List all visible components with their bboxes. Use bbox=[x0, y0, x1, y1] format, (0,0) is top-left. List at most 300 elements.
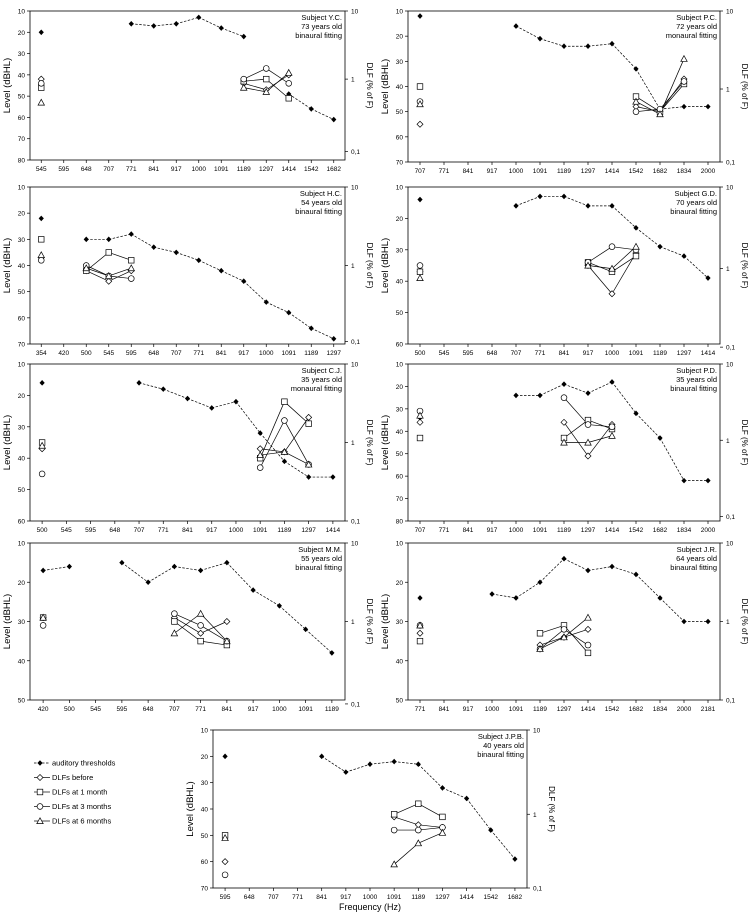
dlf-point-m1 bbox=[128, 257, 134, 263]
dlf-point-m3 bbox=[681, 79, 687, 85]
x-tick-label: 2000 bbox=[700, 527, 716, 534]
y-tick-label: 20 bbox=[17, 579, 25, 587]
threshold-line bbox=[612, 206, 636, 228]
x-tick-label: 1189 bbox=[277, 527, 292, 534]
threshold-point bbox=[367, 761, 372, 767]
x-tick-label: 1414 bbox=[580, 706, 596, 713]
subject-label-line: Subject G.D. bbox=[674, 189, 717, 198]
dlf-line-m6 bbox=[418, 833, 442, 844]
dlf-point-b bbox=[417, 121, 423, 127]
x-tick-label: 648 bbox=[109, 527, 121, 534]
y-tick-label: 40 bbox=[17, 658, 25, 666]
y-axis-title: Level (dBHL) bbox=[2, 237, 13, 294]
dlf-line-m1 bbox=[86, 252, 109, 270]
threshold-line bbox=[176, 252, 199, 260]
threshold-point bbox=[84, 237, 89, 243]
threshold-line bbox=[221, 271, 244, 281]
x-tick-label: 771 bbox=[193, 350, 205, 357]
threshold-line bbox=[154, 247, 177, 252]
y-tick-label: 10 bbox=[395, 540, 403, 548]
y-tick-label: 30 bbox=[200, 780, 208, 788]
panel-7 bbox=[2, 541, 374, 714]
x-tick-label: 545 bbox=[35, 166, 47, 173]
threshold-line bbox=[244, 281, 267, 302]
x-tick-label: 1189 bbox=[236, 166, 251, 173]
x-tick-label: 917 bbox=[238, 350, 250, 357]
dlf-tick-label: 1 bbox=[726, 619, 730, 626]
y-tick-label: 10 bbox=[17, 184, 25, 192]
x-tick-label: 1297 bbox=[301, 527, 316, 534]
x-tick-label: 1189 bbox=[304, 350, 319, 357]
dlf-tick-label: 1 bbox=[533, 811, 537, 819]
y-tick-label: 50 bbox=[17, 487, 25, 495]
threshold-point bbox=[537, 393, 542, 399]
threshold-point bbox=[309, 326, 314, 332]
dlf-point-m3 bbox=[415, 827, 421, 833]
x-tick-label: 841 bbox=[438, 706, 450, 713]
y-tick-label: 10 bbox=[395, 8, 403, 16]
x-tick-label: 707 bbox=[168, 706, 180, 713]
subject-label-line: monaural fitting bbox=[290, 384, 342, 393]
y-tick-label: 40 bbox=[395, 658, 403, 666]
threshold-point bbox=[224, 560, 229, 566]
x-tick-label: 707 bbox=[103, 166, 115, 173]
x-tick-label: 771 bbox=[534, 350, 546, 357]
threshold-line bbox=[516, 196, 540, 205]
threshold-point bbox=[633, 572, 638, 578]
threshold-point bbox=[331, 117, 336, 123]
dlf-point-m3 bbox=[609, 424, 615, 430]
threshold-line bbox=[43, 567, 69, 571]
dlf-point-m1 bbox=[198, 638, 204, 644]
dlf-axis-title: DLF (% of F) bbox=[740, 63, 749, 110]
y-tick-label: 10 bbox=[17, 361, 25, 369]
legend-label: DLFs at 1 month bbox=[52, 787, 108, 797]
subject-label-line: Subject C.J. bbox=[301, 366, 342, 375]
threshold-point bbox=[67, 564, 72, 570]
dlf-line-m1 bbox=[612, 256, 636, 272]
threshold-line bbox=[109, 234, 132, 239]
y-tick-label: 30 bbox=[17, 619, 25, 626]
x-tick-label: 648 bbox=[142, 706, 154, 713]
subject-label-line: 54 years old bbox=[301, 198, 342, 207]
x-tick-label: 648 bbox=[243, 894, 255, 901]
threshold-line bbox=[636, 574, 660, 598]
dlf-point-m1 bbox=[440, 814, 446, 820]
y-tick-label: 30 bbox=[17, 424, 25, 432]
dlf-point-m1 bbox=[286, 95, 292, 101]
y-tick-label: 70 bbox=[200, 885, 208, 893]
threshold-point bbox=[277, 603, 282, 609]
y-tick-label: 40 bbox=[395, 428, 403, 436]
threshold-point bbox=[241, 34, 246, 40]
threshold-line bbox=[612, 382, 636, 413]
panel-5 bbox=[2, 362, 374, 535]
dlf-tick-label: 0,1 bbox=[726, 514, 736, 522]
dlf-point-m1 bbox=[282, 399, 288, 405]
x-tick-label: 1414 bbox=[459, 894, 474, 901]
threshold-point bbox=[512, 856, 517, 862]
dlf-point-m1 bbox=[585, 650, 591, 656]
threshold-point bbox=[464, 796, 469, 802]
threshold-line bbox=[311, 109, 334, 120]
x-tick-label: 1091 bbox=[386, 894, 402, 901]
subject-label-line: binaural fitting bbox=[295, 31, 342, 40]
threshold-line bbox=[516, 582, 540, 598]
dlf-point-b bbox=[257, 446, 263, 452]
dlf-point-m6 bbox=[38, 252, 44, 258]
legend-marker-b bbox=[37, 775, 43, 781]
dlf-point-m1 bbox=[391, 811, 397, 817]
dlf-tick-label: 1 bbox=[351, 263, 355, 270]
x-tick-label: 595 bbox=[116, 706, 128, 713]
threshold-line bbox=[199, 17, 222, 28]
dlf-point-b bbox=[561, 419, 567, 425]
y-tick-label: 10 bbox=[17, 540, 25, 548]
subject-label-line: 73 years old bbox=[301, 22, 342, 31]
threshold-point bbox=[537, 579, 542, 585]
threshold-line bbox=[564, 559, 588, 571]
x-tick-label: 648 bbox=[148, 350, 160, 357]
y-tick-label: 50 bbox=[17, 697, 25, 705]
threshold-line bbox=[266, 302, 289, 312]
panel-4 bbox=[380, 185, 749, 358]
x-tick-label: 771 bbox=[195, 706, 207, 713]
y-tick-label: 20 bbox=[200, 753, 208, 761]
threshold-line bbox=[540, 559, 564, 583]
dlf-line-m6 bbox=[394, 843, 418, 864]
x-tick-label: 1189 bbox=[533, 706, 547, 713]
x-tick-label: 1000 bbox=[508, 168, 524, 175]
y-tick-label: 60 bbox=[395, 341, 403, 349]
y-axis-title: Level (dBHL) bbox=[2, 57, 13, 114]
dlf-point-m6 bbox=[439, 830, 445, 836]
x-tick-label: 917 bbox=[486, 527, 498, 534]
x-tick-label: 1297 bbox=[676, 350, 692, 357]
threshold-line bbox=[612, 567, 636, 575]
threshold-point bbox=[657, 244, 662, 250]
y-axis-title: Level (dBHL) bbox=[380, 593, 391, 650]
subject-label-line: Subject H.C. bbox=[299, 189, 342, 198]
threshold-point bbox=[681, 253, 686, 259]
threshold-point bbox=[136, 380, 141, 386]
y-tick-label: 60 bbox=[17, 114, 25, 122]
dlf-point-m3 bbox=[286, 80, 292, 86]
dlf-tick-label: 0,1 bbox=[351, 518, 361, 526]
x-tick-label: 1682 bbox=[628, 706, 644, 713]
dlf-point-m1 bbox=[417, 435, 423, 441]
dlf-tick-label: 1 bbox=[726, 86, 730, 94]
threshold-point bbox=[306, 474, 311, 480]
threshold-line bbox=[289, 94, 312, 109]
x-tick-label: 1834 bbox=[676, 527, 692, 534]
x-tick-label: 771 bbox=[292, 894, 303, 901]
x-tick-label: 648 bbox=[486, 350, 498, 357]
threshold-line bbox=[311, 328, 334, 338]
threshold-line bbox=[684, 256, 708, 278]
threshold-point bbox=[440, 785, 445, 791]
threshold-point bbox=[417, 595, 422, 601]
threshold-point bbox=[129, 231, 134, 237]
y-axis-title: Level (dBHL) bbox=[185, 781, 196, 837]
dlf-line-m6 bbox=[588, 436, 612, 443]
threshold-line bbox=[516, 26, 540, 39]
subject-label-line: 40 years old bbox=[483, 741, 524, 750]
x-tick-label: 841 bbox=[462, 527, 474, 534]
subject-label-line: 35 years old bbox=[301, 375, 342, 384]
y-tick-label: 10 bbox=[395, 184, 403, 192]
x-tick-label: 1542 bbox=[628, 527, 644, 534]
dlf-point-m6 bbox=[286, 70, 292, 76]
threshold-line bbox=[588, 44, 612, 47]
x-tick-label: 917 bbox=[486, 168, 498, 175]
dlf-point-m6 bbox=[171, 630, 177, 636]
x-tick-label: 1414 bbox=[604, 527, 620, 534]
x-tick-label: 648 bbox=[80, 166, 92, 173]
y-tick-label: 60 bbox=[395, 473, 403, 481]
y-tick-label: 50 bbox=[395, 310, 403, 318]
dlf-point-m3 bbox=[257, 465, 263, 471]
threshold-point bbox=[172, 564, 177, 570]
x-tick-label: 1682 bbox=[507, 894, 523, 901]
y-tick-label: 70 bbox=[17, 341, 25, 349]
x-axis-title: Frequency (Hz) bbox=[338, 902, 402, 912]
x-tick-label: 595 bbox=[219, 894, 231, 901]
dlf-axis-title: DLF (% of F) bbox=[740, 242, 749, 289]
dlf-point-m6 bbox=[38, 99, 44, 105]
y-tick-label: 60 bbox=[17, 315, 25, 323]
dlf-point-m1 bbox=[417, 84, 423, 90]
y-tick-label: 20 bbox=[395, 579, 403, 587]
threshold-line bbox=[227, 563, 253, 590]
dlf-tick-label: 1 bbox=[351, 440, 355, 447]
dlf-point-m3 bbox=[561, 395, 567, 401]
threshold-line bbox=[122, 563, 148, 583]
x-tick-label: 1091 bbox=[628, 350, 644, 357]
dlf-tick-label: 10 bbox=[351, 361, 359, 369]
threshold-point bbox=[174, 21, 179, 27]
dlf-tick-label: 10 bbox=[726, 184, 734, 192]
threshold-line bbox=[199, 260, 222, 270]
legend-label: auditory thresholds bbox=[52, 758, 116, 768]
y-axis-title: Level (dBHL) bbox=[380, 237, 391, 294]
threshold-line bbox=[491, 830, 515, 859]
threshold-point bbox=[209, 405, 214, 411]
dlf-point-b bbox=[224, 619, 230, 625]
dlf-line-m3 bbox=[588, 247, 612, 263]
dlf-point-m3 bbox=[282, 418, 288, 424]
threshold-line bbox=[236, 402, 260, 433]
y-tick-label: 30 bbox=[17, 51, 25, 59]
x-tick-label: 707 bbox=[510, 350, 522, 357]
threshold-point bbox=[251, 587, 256, 593]
dlf-tick-label: 10 bbox=[351, 184, 359, 192]
dlf-point-b bbox=[198, 630, 204, 636]
y-axis-title: Level (dBHL) bbox=[380, 58, 391, 115]
dlf-point-m3 bbox=[263, 66, 269, 72]
x-tick-label: 771 bbox=[414, 706, 426, 713]
threshold-point bbox=[196, 257, 201, 263]
threshold-point bbox=[185, 396, 190, 402]
threshold-point bbox=[129, 21, 134, 27]
dlf-line-m1 bbox=[418, 804, 442, 817]
x-tick-label: 500 bbox=[63, 706, 75, 713]
threshold-line bbox=[588, 382, 612, 393]
threshold-point bbox=[681, 104, 686, 110]
x-tick-label: 1414 bbox=[281, 166, 296, 173]
x-tick-label: 1542 bbox=[483, 894, 499, 901]
x-tick-label: 841 bbox=[558, 350, 570, 357]
dlf-point-m3 bbox=[633, 109, 639, 115]
dlf-line-m1 bbox=[660, 84, 684, 112]
dlf-point-m6 bbox=[681, 56, 687, 62]
y-tick-label: 20 bbox=[17, 210, 25, 218]
threshold-point bbox=[41, 568, 46, 574]
subject-label-line: binaural fitting bbox=[670, 563, 717, 572]
threshold-line bbox=[588, 567, 612, 571]
threshold-line bbox=[394, 762, 418, 765]
dlf-point-m3 bbox=[222, 872, 228, 878]
threshold-line bbox=[346, 764, 370, 772]
dlf-point-m1 bbox=[416, 801, 422, 807]
y-tick-label: 50 bbox=[395, 697, 403, 705]
threshold-point bbox=[161, 386, 166, 392]
y-tick-label: 40 bbox=[17, 72, 25, 80]
dlf-point-b bbox=[306, 414, 312, 420]
threshold-point bbox=[705, 619, 710, 625]
dlf-tick-label: 10 bbox=[351, 8, 359, 16]
x-tick-label: 1000 bbox=[259, 350, 274, 357]
dlf-axis-title: DLF (% of F) bbox=[740, 419, 749, 466]
subject-label-line: 70 years old bbox=[676, 198, 717, 207]
panel-3 bbox=[2, 185, 374, 358]
dlf-point-m1 bbox=[263, 76, 269, 82]
y-tick-label: 80 bbox=[17, 157, 25, 165]
dlf-point-m3 bbox=[241, 76, 247, 82]
dlf-line-m3 bbox=[244, 68, 267, 79]
dlf-point-m3 bbox=[128, 276, 134, 282]
dlf-tick-label: 1 bbox=[351, 76, 355, 84]
threshold-line bbox=[564, 384, 588, 393]
threshold-point bbox=[681, 619, 686, 625]
dlf-line-m1 bbox=[109, 252, 132, 260]
threshold-point bbox=[513, 393, 518, 399]
threshold-point bbox=[585, 43, 590, 49]
legend-label: DLFs at 3 months bbox=[52, 802, 112, 811]
x-tick-label: 1834 bbox=[652, 706, 668, 713]
legend-label: DLFs before bbox=[52, 773, 94, 782]
x-tick-label: 1000 bbox=[191, 166, 206, 173]
dlf-line-m1 bbox=[201, 641, 227, 645]
dlf-point-b bbox=[585, 626, 591, 632]
x-tick-label: 1297 bbox=[435, 894, 450, 901]
legend-label: DLFs at 6 months bbox=[52, 816, 112, 826]
threshold-point bbox=[657, 435, 662, 441]
legend-marker-m3 bbox=[37, 804, 43, 810]
threshold-point bbox=[513, 23, 518, 29]
y-tick-label: 10 bbox=[200, 727, 208, 735]
x-tick-label: 1542 bbox=[604, 706, 620, 713]
dlf-point-m1 bbox=[38, 237, 44, 243]
threshold-point bbox=[705, 478, 710, 484]
dlf-tick-label: 0,1 bbox=[351, 338, 361, 346]
x-tick-label: 1834 bbox=[676, 168, 692, 175]
threshold-point bbox=[331, 336, 336, 342]
x-tick-label: 2000 bbox=[676, 706, 692, 713]
threshold-line bbox=[492, 594, 516, 598]
threshold-point bbox=[416, 761, 421, 767]
dlf-tick-label: 10 bbox=[726, 8, 734, 16]
threshold-line bbox=[212, 402, 236, 408]
y-tick-label: 40 bbox=[395, 84, 403, 91]
x-tick-label: 1091 bbox=[508, 706, 524, 713]
x-tick-label: 1091 bbox=[532, 527, 548, 534]
dlf-tick-label: 0,1 bbox=[351, 701, 361, 709]
threshold-line bbox=[370, 762, 394, 765]
threshold-line bbox=[660, 438, 684, 481]
threshold-point bbox=[513, 595, 518, 601]
dlf-point-m1 bbox=[306, 421, 312, 427]
x-tick-label: 595 bbox=[58, 166, 70, 173]
panel-8 bbox=[380, 541, 749, 714]
dlf-tick-label: 0,1 bbox=[726, 159, 736, 167]
x-tick-label: 420 bbox=[58, 350, 70, 357]
threshold-line bbox=[660, 247, 684, 256]
threshold-line bbox=[148, 567, 174, 583]
subject-label-line: monaural fitting bbox=[665, 31, 717, 40]
x-tick-label: 1000 bbox=[228, 527, 244, 534]
threshold-point bbox=[343, 769, 348, 775]
x-tick-label: 841 bbox=[316, 894, 328, 901]
x-tick-label: 420 bbox=[37, 706, 49, 713]
threshold-line bbox=[306, 629, 332, 653]
x-tick-label: 771 bbox=[157, 527, 169, 534]
threshold-point bbox=[681, 478, 686, 484]
x-tick-label: 1682 bbox=[652, 168, 668, 175]
dlf-axis-title: DLF (% of F) bbox=[365, 242, 374, 289]
threshold-point bbox=[309, 106, 314, 112]
threshold-line bbox=[636, 228, 660, 247]
threshold-point bbox=[330, 474, 335, 480]
threshold-point bbox=[39, 29, 44, 35]
dlf-axis-title: DLF (% of F) bbox=[740, 598, 749, 645]
dlf-line-m6 bbox=[660, 59, 684, 114]
threshold-line bbox=[188, 399, 212, 408]
dlf-line-b bbox=[394, 817, 418, 825]
threshold-line bbox=[418, 764, 442, 788]
x-tick-label: 707 bbox=[133, 527, 145, 534]
y-tick-label: 20 bbox=[395, 215, 403, 223]
threshold-point bbox=[561, 381, 566, 387]
threshold-point bbox=[319, 754, 324, 760]
dlf-point-m3 bbox=[38, 257, 44, 263]
x-tick-label: 771 bbox=[438, 168, 450, 175]
x-tick-label: 1091 bbox=[298, 706, 313, 713]
threshold-point bbox=[151, 23, 156, 29]
threshold-point bbox=[489, 591, 494, 597]
dlf-point-m1 bbox=[172, 619, 178, 625]
threshold-point bbox=[286, 310, 291, 316]
subject-label-line: binaural fitting bbox=[295, 563, 342, 572]
dlf-point-m6 bbox=[415, 840, 421, 846]
threshold-point bbox=[657, 595, 662, 601]
x-tick-label: 771 bbox=[438, 527, 450, 534]
x-tick-label: 917 bbox=[206, 527, 218, 534]
dlf-tick-label: 1 bbox=[726, 266, 730, 274]
threshold-line bbox=[289, 313, 312, 329]
dlf-axis-title: DLF (% of F) bbox=[365, 419, 374, 466]
x-tick-label: 545 bbox=[103, 350, 115, 357]
